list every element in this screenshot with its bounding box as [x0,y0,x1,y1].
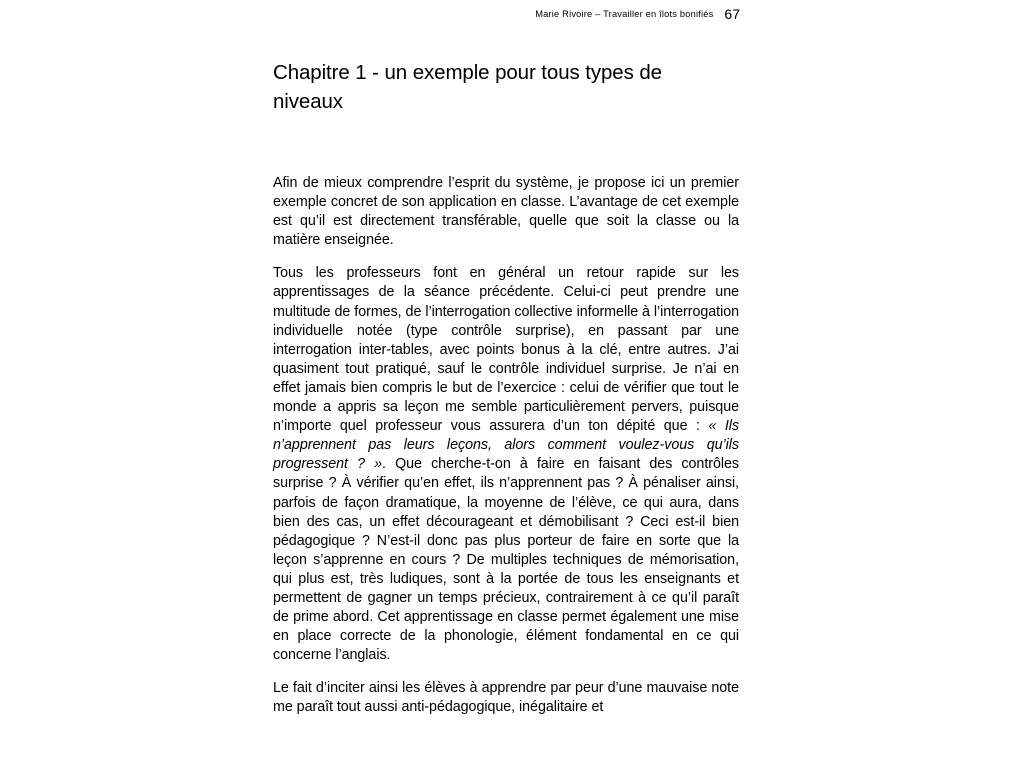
paragraph-3: Le fait d’inciter ainsi les élèves à apprendre par peur d’une mauvaise note me paraît tout aussi anti-pédagogique, inégalitaire et [273,680,739,716]
paragraph-2-segment-before-quote: Tous les professeurs font en général un retour rapide sur les apprentissages de la séance précédente. Celui-ci peut prendre une multitude de formes, de l’interrogation collective informelle à l’interrogation individuelle notée (type contrôle surprise), en passant par une interrogation inter-tables, avec points bonus à la clé, entre autres. J’ai quasiment tout pratiqué, sauf le contrôle individuel surprise. Je n’ai en effet jamais bien compris le but de l’exercice : celui de vérifier que tout le monde a appris sa leçon me semble particulièrement pervers, puisque n’importe quel professeur vous assurera d’un ton dépité que : [273,265,739,435]
paragraph-2-segment-after-quote: . Que cherche-t-on à faire en faisant des contrôles surprise ? À vérifier qu’en effet, ils n’apprennent pas ? À pénaliser ainsi, parfois de façon dramatique, la moyenne de l’élève, ce qui aura, dans bien des cas, un effet décourageant et démobilisant ? Ceci est-il bien pédagogique ? N’est-il donc pas plus porteur de faire en sorte que la leçon s’apprenne en cours ? De multiples techniques de mémorisation, qui plus est, très ludiques, sont à la portée de tous les enseignants et permettent de gagner un temps précieux, contrairement à ce qu’il paraît de prime abord. Cet apprentissage en classe permet également une mise en place correcte de la phonologie, élément fondamental en ce qui concerne l’anglais. [273,456,739,664]
quoted-phrase: « Ils n’apprennent pas leurs leçons, alors comment voulez-vous qu’ils progressent ? » [273,418,739,473]
body-text [273,174,739,718]
page-number: 67 [724,5,740,22]
paragraph-2 [273,264,739,665]
running-head [0,5,740,23]
paragraph-1: Afin de mieux comprendre l’esprit du système, je propose ici un premier exemple concret de son application en classe. L’avantage de cet exemple est qu’il est directement transférable, quelle que soit la classe ou la matière enseignée. [273,175,739,249]
running-head-title: Marie Rivoire – Travailler en îlots bonifiés [535,8,714,19]
chapter-title: Chapitre 1 - un exemple pour tous types de niveaux [273,61,662,113]
